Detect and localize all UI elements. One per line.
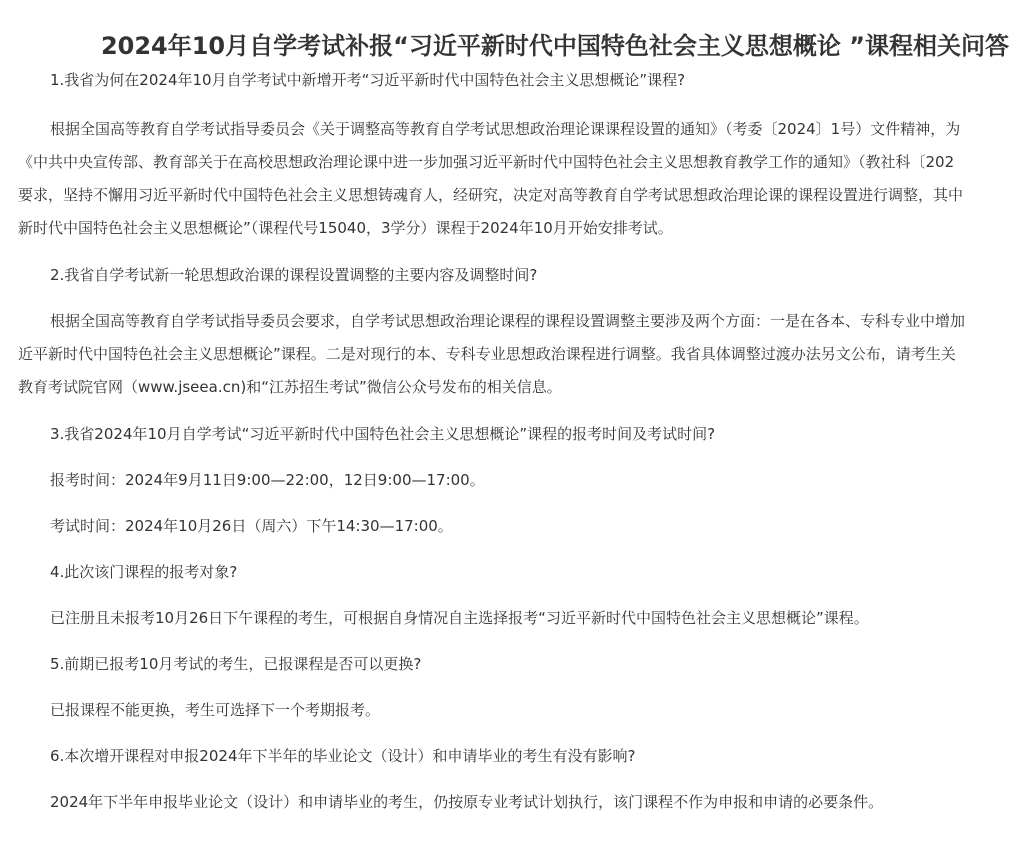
answer-2-line-2: 近平新时代中国特色社会主义思想概论”课程。二是对现行的本、专科专业思想政治课程进行调整。我省具体调整过渡办法另文公布，请考生关 [18, 345, 956, 363]
page-title: 2024年10月自学考试补报“习近平新时代中国特色社会主义思想概论 ”课程相关问答 [100, 32, 1010, 61]
answer-1-line-4: 新时代中国特色社会主义思想概论”（课程代号15040，3学分）课程于2024年10月开始安排考试。 [18, 219, 673, 237]
question-1: 1.我省为何在2024年10月自学考试中新增开考“习近平新时代中国特色社会主义思想概论”课程? [50, 71, 686, 89]
answer-4: 已注册且未报考10月26日下午课程的考生，可根据自身情况自主选择报考“习近平新时代中国特色社会主义思想概论”课程。 [50, 609, 869, 627]
answer-1-line-1: 根据全国高等教育自学考试指导委员会《关于调整高等教育自学考试思想政治理论课课程设置的通知》（考委〔2024〕1号）文件精神，为 [50, 120, 961, 138]
question-2: 2.我省自学考试新一轮思想政治课的课程设置调整的主要内容及调整时间? [50, 266, 538, 284]
question-6: 6.本次增开课程对申报2024年下半年的毕业论文（设计）和申请毕业的考生有没有影响? [50, 747, 636, 765]
answer-2-line-3: 教育考试院官网（www.jseea.cn)和“江苏招生考试”微信公众号发布的相关信息。 [18, 378, 562, 396]
answer-2 [18, 305, 1030, 404]
question-5: 5.前期已报考10月考试的考生，已报课程是否可以更换? [50, 655, 422, 673]
question-4: 4.此次该门课程的报考对象? [50, 563, 238, 581]
exam-time: 考试时间：2024年10月26日（周六）下午14:30—17:00。 [50, 517, 453, 535]
answer-6: 2024年下半年申报毕业论文（设计）和申请毕业的考生，仍按原专业考试计划执行，该门课程不作为申报和申请的必要条件。 [50, 793, 884, 811]
answer-1 [18, 113, 1030, 245]
article-body [18, 64, 1030, 818]
answer-5: 已报课程不能更换，考生可选择下一个考期报考。 [50, 701, 381, 719]
answer-2-line-1: 根据全国高等教育自学考试指导委员会要求，自学考试思想政治理论课程的课程设置调整主要涉及两个方面：一是在各本、专科专业中增加 [50, 312, 966, 330]
registration-time: 报考时间：2024年9月11日9:00—22:00，12日9:00—17:00。 [50, 471, 485, 489]
answer-1-line-2: 《中共中央宣传部、教育部关于在高校思想政治理论课中进一步加强习近平新时代中国特色社会主义思想教育教学工作的通知》（教社科〔202 [18, 153, 955, 171]
question-3: 3.我省2024年10月自学考试“习近平新时代中国特色社会主义思想概论”课程的报考时间及考试时间? [50, 425, 716, 443]
answer-1-line-3: 要求，坚持不懈用习近平新时代中国特色社会主义思想铸魂育人，经研究，决定对高等教育自学考试思想政治理论课的课程设置进行调整，其中 [18, 186, 964, 204]
